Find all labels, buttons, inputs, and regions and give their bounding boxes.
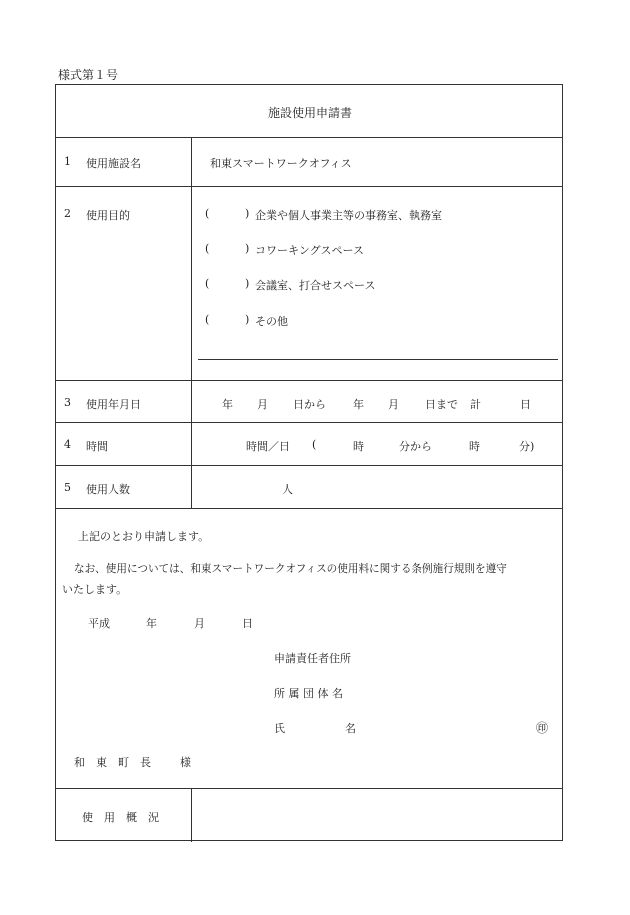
time-start-hour-unit: 時 xyxy=(353,440,364,453)
date-total-label: 計 xyxy=(470,398,481,411)
row-number-time: 4 xyxy=(64,438,71,451)
row-number-people: 5 xyxy=(64,481,71,494)
date-start-month-unit: 月 xyxy=(257,398,268,411)
name-label-first: 氏 xyxy=(274,722,285,735)
declaration-line-2: なお、使用については、和東スマートワークオフィスの使用料に関する条例施行規則を遵守 xyxy=(74,563,507,575)
divider xyxy=(56,508,562,509)
row-number-purpose: 2 xyxy=(64,207,71,220)
row-label-facility: 使用施設名 xyxy=(86,157,141,170)
row-label-people: 使用人数 xyxy=(86,483,130,496)
organization-label: 所 属 団 体 名 xyxy=(274,687,343,700)
year-unit: 年 xyxy=(146,617,157,630)
purpose-option-open-paren: ( xyxy=(205,313,210,326)
purpose-option-open-paren: ( xyxy=(205,277,210,290)
date-end-day-unit: 日まで xyxy=(425,398,458,411)
divider xyxy=(56,137,562,138)
date-end-year-unit: 年 xyxy=(353,398,364,411)
usage-summary-field[interactable] xyxy=(192,789,562,840)
row-number-facility: 1 xyxy=(64,155,71,168)
time-open-paren: ( xyxy=(312,438,317,451)
day-unit: 日 xyxy=(242,617,253,630)
label-column-divider xyxy=(191,137,192,508)
purpose-option-close-paren: ) xyxy=(245,242,250,255)
name-label-second: 名 xyxy=(345,722,356,735)
time-end-minute-unit: 分) xyxy=(519,440,535,453)
divider xyxy=(56,186,562,187)
purpose-option-label: 企業や個人事業主等の事務室、執務室 xyxy=(255,209,442,222)
date-start-day-unit: 日から xyxy=(293,398,326,411)
month-unit: 月 xyxy=(194,617,205,630)
declaration-line-3: いたします。 xyxy=(62,583,128,596)
people-unit: 人 xyxy=(282,483,293,496)
addressee: 和 東 町 長 xyxy=(74,756,151,769)
seal-mark: ㊞ xyxy=(536,721,549,735)
form-number: 様式第１号 xyxy=(58,68,119,82)
purpose-option-label: コワーキングスペース xyxy=(255,244,365,257)
form-title: 施設使用申請書 xyxy=(267,106,352,120)
date-total-unit: 日 xyxy=(520,398,531,411)
row-number-dates: 3 xyxy=(64,396,71,409)
row-label-purpose: 使用目的 xyxy=(86,209,130,222)
purpose-option-open-paren: ( xyxy=(205,242,210,255)
divider xyxy=(56,465,562,466)
application-form xyxy=(55,84,563,841)
divider xyxy=(56,422,562,423)
hours-per-day-unit: 時間／日 xyxy=(246,440,290,453)
addressee-honorific: 様 xyxy=(180,756,191,769)
row-label-time: 時間 xyxy=(86,440,108,453)
purpose-option-close-paren: ) xyxy=(245,277,250,290)
era-label: 平成 xyxy=(88,617,110,630)
purpose-option-open-paren: ( xyxy=(205,207,210,220)
time-start-minute-unit: 分から xyxy=(399,440,432,453)
row-label-dates: 使用年月日 xyxy=(86,398,141,411)
date-end-month-unit: 月 xyxy=(388,398,399,411)
purpose-option-close-paren: ) xyxy=(245,207,250,220)
purpose-option-label: 会議室、打合せスペース xyxy=(255,279,376,292)
usage-summary-label: 使 用 概 況 xyxy=(82,811,159,824)
applicant-address-label: 申請責任者住所 xyxy=(274,652,351,665)
time-end-hour-unit: 時 xyxy=(469,440,480,453)
date-start-year-unit: 年 xyxy=(222,398,233,411)
facility-name-field[interactable]: 和東スマートワークオフィス xyxy=(210,157,352,170)
purpose-option-close-paren: ) xyxy=(245,313,250,326)
declaration-line-1: 上記のとおり申請します。 xyxy=(78,530,210,543)
other-purpose-input-line[interactable] xyxy=(198,359,558,360)
divider xyxy=(56,380,562,381)
purpose-option-label: その他 xyxy=(255,315,288,328)
